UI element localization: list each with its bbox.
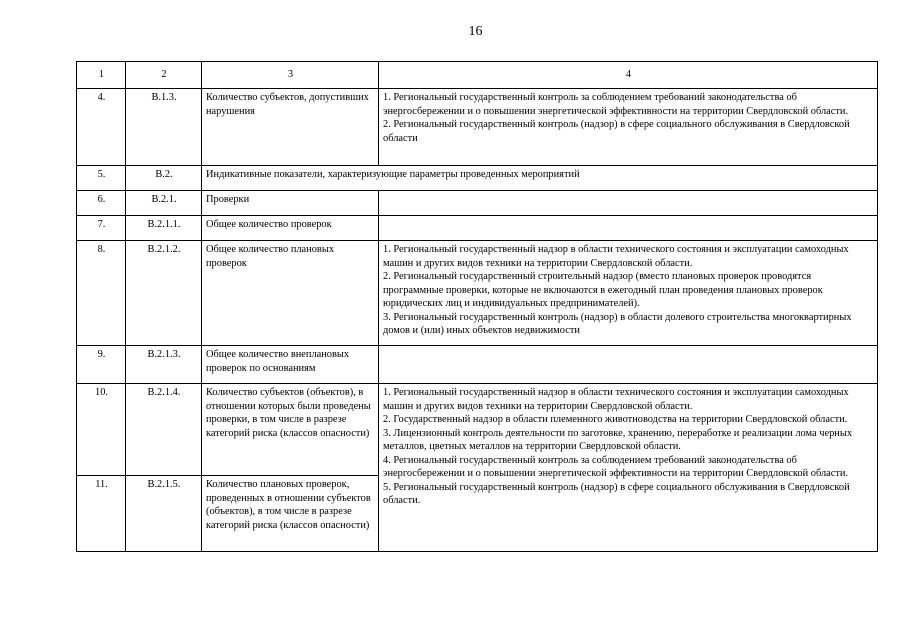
row-code: В.2.1.3.	[126, 346, 202, 384]
row-control-types	[379, 191, 878, 216]
row-control-types	[379, 216, 878, 241]
header-cell-3: 3	[202, 62, 379, 89]
row-code: В.2.1.	[126, 191, 202, 216]
row-code: В.2.	[126, 166, 202, 191]
table-row	[77, 191, 878, 216]
header-cell-4: 4	[379, 62, 878, 89]
row-control-types: 1. Региональный государственный надзор в области технического состояния и эксплуатации самоходных машин и других видов техники на территории Свердловской области. 2. Региональный государственный строительный надзор (вместо плановых проверок проводятся программные проверки, которые не включаются в ежегодный план проведения плановых проверок юридических лиц и индивидуальных предпринимателей). 3. Региональный государственный контроль (надзор) в области долевого строительства многоквартирных домов и (или) иных объектов недвижимости	[379, 241, 878, 346]
row-number: 9.	[77, 346, 126, 384]
row-number: 8.	[77, 241, 126, 346]
row-number: 4.	[77, 89, 126, 166]
header-cell-1: 1	[77, 62, 126, 89]
row-control-types: 1. Региональный государственный контроль за соблюдением требований законодательства об энергосбережении и о повышении энергетической эффективности на территории Свердловской области. 2. Региональный государственный контроль (надзор) в сфере социального обслуживания в Свердловской области	[379, 89, 878, 166]
row-number: 5.	[77, 166, 126, 191]
row-control-types	[379, 346, 878, 384]
row-code: В.2.1.5.	[126, 476, 202, 552]
table-row	[77, 166, 878, 191]
page-number: 16	[468, 24, 483, 39]
table-row	[77, 346, 878, 384]
row-code: В.2.1.1.	[126, 216, 202, 241]
row-code: В.1.3.	[126, 89, 202, 166]
row-indicator-name: Общее количество плановых проверок	[202, 241, 379, 346]
row-indicator-name: Общее количество проверок	[202, 216, 379, 241]
row-number: 11.	[77, 476, 126, 552]
table-row	[77, 216, 878, 241]
table-row	[77, 241, 878, 346]
row-number: 6.	[77, 191, 126, 216]
header-cell-2: 2	[126, 62, 202, 89]
row-indicator-name: Общее количество внеплановых проверок по основаниям	[202, 346, 379, 384]
row-code: В.2.1.4.	[126, 384, 202, 476]
row-control-types: 1. Региональный государственный надзор в области технического состояния и эксплуатации самоходных машин и других видов техники на территории Свердловской области. 2. Государственный надзор в области племенного животноводства на территории Свердловской области. 3. Лицензионный контроль деятельности по заготовке, хранению, переработке и реализации лома черных металлов, цветных металлов на территории Свердловской области. 4. Региональный государственный контроль за соблюдением требований законодательства об энергосбережении и о повышении энергетической эффективности на территории Свердловской области. 5. Региональный государственный контроль (надзор) в сфере социального обслуживания в Свердловской области.	[379, 384, 878, 552]
table-header-row	[77, 62, 878, 89]
table-row	[77, 384, 878, 476]
row-indicator-name: Количество субъектов (объектов), в отношении которых были проведены проверки, в том числе в разрезе категорий риска (классов опасности)	[202, 384, 379, 476]
row-indicator-name: Количество плановых проверок, проведенных в отношении субъектов (объектов), в том числе в разрезе категорий риска (классов опасности)	[202, 476, 379, 552]
row-section-title: Индикативные показатели, характеризующие параметры проведенных мероприятий	[202, 166, 878, 191]
table-row	[77, 89, 878, 166]
row-code: В.2.1.2.	[126, 241, 202, 346]
row-indicator-name: Количество субъектов, допустивших нарушения	[202, 89, 379, 166]
row-number: 10.	[77, 384, 126, 476]
indicators-table	[76, 61, 878, 552]
row-indicator-name: Проверки	[202, 191, 379, 216]
row-number: 7.	[77, 216, 126, 241]
